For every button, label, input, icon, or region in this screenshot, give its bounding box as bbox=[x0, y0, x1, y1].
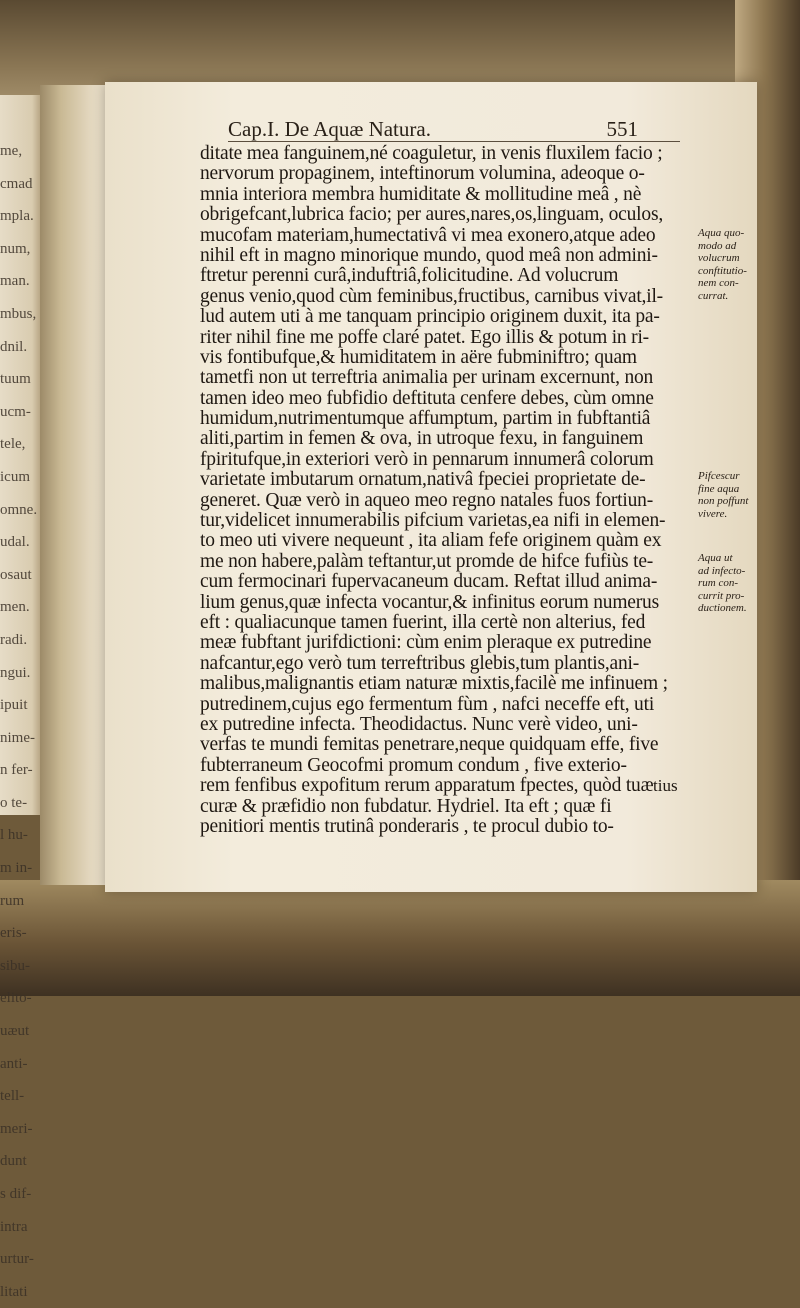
margin-note-line: conftitutio- bbox=[698, 264, 747, 277]
previous-page-fragment: mpla. bbox=[0, 208, 34, 225]
text-line: varietate imbutarum ornatum,nativâ fpeciei proprietate de- bbox=[200, 469, 646, 491]
margin-note-line: Aqua quo- bbox=[698, 227, 745, 239]
text-line: ex putredine infecta. Theodidactus. Nunc verè video, uni- bbox=[200, 713, 638, 735]
header-rule bbox=[228, 141, 680, 142]
background-bottom bbox=[0, 880, 800, 996]
previous-page-fragment: l hu- bbox=[0, 827, 28, 844]
previous-page-fragment: dnil. bbox=[0, 338, 28, 355]
text-line: lium genus,quæ infecta vocantur,& infinitus eorum numerus bbox=[200, 591, 659, 613]
margin-note-line: currit pro- bbox=[698, 589, 745, 602]
text-line: mucofam materiam,humectativâ vi mea exonero,atque adeo bbox=[200, 224, 656, 246]
text-line: curæ & præfidio non fubdatur. Hydriel. Ita eft ; quæ fi bbox=[200, 795, 612, 817]
text-line: fpiritufque,in exteriori verò in pennarum innumerâ colorum bbox=[200, 448, 654, 470]
margin-note-line: Aqua ut bbox=[698, 552, 733, 564]
previous-page-fragment: o te- bbox=[0, 794, 28, 811]
margin-note-line: volucrum bbox=[698, 252, 740, 264]
text-line: malibus,malignantis etiam naturæ mixtis,facilè me infinuem ; bbox=[200, 673, 668, 695]
previous-page-fragment: anti- bbox=[0, 1055, 28, 1072]
previous-page-fragment: men. bbox=[0, 599, 30, 616]
margin-note-line: fine aqua bbox=[698, 482, 740, 495]
text-line: generet. Quæ verò in aqueo meo regno natales fuos fortiun- bbox=[200, 489, 654, 511]
previous-page-fragment: dunt bbox=[0, 1153, 27, 1170]
previous-page-fragment: tele, bbox=[0, 436, 26, 453]
text-line: tametfi non ut terreftria animalia per urinam excernunt, non bbox=[200, 367, 654, 389]
text-line: ftretur perenni curâ,induftriâ,folicitudine. Ad volucrum bbox=[200, 265, 619, 287]
text-line: fubterraneum Geocofmi promum condum , five exterio- bbox=[200, 754, 627, 776]
previous-page-fragment: ipuit bbox=[0, 697, 28, 714]
margin-note-line: ad infecto- bbox=[698, 564, 746, 577]
previous-page-fragment: tell- bbox=[0, 1088, 25, 1105]
previous-page-fragment: n fer- bbox=[0, 762, 33, 779]
text-line: verfas te mundi femitas penetrare,neque quidquam effe, five bbox=[200, 734, 659, 756]
margin-note-line: rum con- bbox=[698, 577, 739, 589]
previous-page-fragment: m in- bbox=[0, 860, 33, 877]
margin-note bbox=[698, 552, 760, 615]
margin-note-line: Pifcescur bbox=[698, 470, 740, 482]
text-line: penitiori mentis trutinâ ponderaris , te procul dubio to- bbox=[200, 815, 614, 837]
previous-page-fragment: cmad bbox=[0, 175, 33, 192]
previous-page-fragment: osaut bbox=[0, 566, 32, 583]
text-line: cum fermocinari fupervacaneum ducam. Reftat illud anima- bbox=[200, 571, 658, 593]
previous-page-fragment: s dif- bbox=[0, 1186, 32, 1202]
text-line: me non habere,palàm teftantur,ut promde de hifce fufiùs te- bbox=[200, 550, 654, 572]
previous-page-fragment: litati bbox=[0, 1283, 28, 1300]
previous-page-fragment: man. bbox=[0, 273, 30, 290]
margin-note-line: currat. bbox=[698, 289, 729, 302]
body-text bbox=[200, 144, 740, 837]
text-line: to meo uti vivere nequeunt , ita aliam fefe originem quàm ex bbox=[200, 530, 662, 552]
text-line: lud autem uti à me tanquam principio originem duxit, ita pa- bbox=[200, 306, 660, 328]
text-line: genus venio,quod cùm feminibus,fructibus, carnibus vivat,il- bbox=[200, 285, 663, 307]
text-line: meæ fubftant jurifdictioni: cùm enim pleraque ex putredine bbox=[200, 632, 652, 654]
margin-note-line: vivere. bbox=[698, 507, 728, 520]
previous-page-fragment: me, bbox=[0, 143, 23, 159]
previous-page-fragment: uæut bbox=[0, 1023, 30, 1040]
previous-page-fragment: icum bbox=[0, 468, 30, 485]
previous-page-fragment: ngui. bbox=[0, 664, 31, 681]
text-line: obrigefcant,lubrica facio; per aures,nares,os,linguam, oculos, bbox=[200, 204, 664, 226]
previous-page-fragment: tuum bbox=[0, 371, 31, 388]
text-line: tur,videlicet innumerabilis pifcium varietas,ea nifi in elemen- bbox=[200, 510, 666, 532]
running-head: Cap.I. De Aquæ Natura. bbox=[228, 117, 431, 141]
previous-page-fragment: urtur- bbox=[0, 1251, 34, 1268]
previous-page-fragment: meri- bbox=[0, 1120, 33, 1137]
text-line: mnia interiora membra humiditate & mollitudine meâ , nè bbox=[200, 183, 642, 205]
text-line: vis fontibufque,& humiditatem in aëre fubminiftro; quam bbox=[200, 346, 637, 368]
previous-page-fragment: rum bbox=[0, 892, 25, 909]
previous-page-edge bbox=[0, 95, 40, 1300]
margin-note-line: modo ad bbox=[698, 239, 737, 252]
previous-page-fragment: radi. bbox=[0, 631, 28, 648]
margin-note-line: non poffunt bbox=[698, 495, 749, 507]
previous-page-fragment: elito- bbox=[0, 990, 32, 1007]
previous-page-fragment: eris- bbox=[0, 925, 27, 942]
text-line: riter nihil fine me poffe claré patet. Ego illis & potum in ri- bbox=[200, 326, 649, 348]
previous-page-fragment: intra bbox=[0, 1218, 28, 1235]
margin-note bbox=[698, 227, 760, 302]
previous-page-fragment: sibu- bbox=[0, 957, 30, 974]
catchword: tius bbox=[653, 776, 678, 795]
previous-page-fragment: omne. bbox=[0, 501, 38, 518]
previous-page-fragment: udal. bbox=[0, 534, 30, 551]
text-line: tamen ideo meo fubfidio deftituta cenfere debes, cùm omne bbox=[200, 387, 654, 409]
margin-note bbox=[698, 470, 760, 520]
text-line: putredinem,cujus ego fermentum fùm , nafci neceffe eft, uti bbox=[200, 693, 655, 715]
text-line: ditate mea fanguinem,né coaguletur, in venis fluxilem facio ; bbox=[200, 143, 663, 164]
text-line: nihil eft in magno minorique mundo, quod meâ non admini- bbox=[200, 244, 658, 266]
previous-page-fragment: mbus, bbox=[0, 305, 37, 322]
previous-page-fragment: ucm- bbox=[0, 403, 31, 420]
previous-page-fragment: num, bbox=[0, 240, 31, 257]
page-header bbox=[228, 117, 638, 141]
text-line: aliti,partim in femen & ova, in utroque fexu, in fanguinem bbox=[200, 428, 644, 450]
text-line: humidum,nutrimentumque affumptum, partim in fubftantiâ bbox=[200, 408, 651, 430]
previous-page-fragment: nime- bbox=[0, 729, 35, 746]
text-line: rem fenfibus expofitum rerum apparatum fpectes, quòd tuæ bbox=[200, 775, 654, 797]
margin-note-line: ductionem. bbox=[698, 602, 747, 614]
text-line: nervorum propaginem, inteftinorum volumina, adeoque o- bbox=[200, 163, 645, 185]
book-gutter bbox=[40, 85, 110, 885]
page-number: 551 bbox=[606, 117, 638, 141]
margin-note-line: nem con- bbox=[698, 277, 739, 289]
text-line: eft : qualiacunque tamen fuerint, illa certè non alterius, fed bbox=[200, 611, 646, 633]
text-line: nafcantur,ego verò tum terreftribus glebis,tum plantis,ani- bbox=[200, 652, 640, 674]
